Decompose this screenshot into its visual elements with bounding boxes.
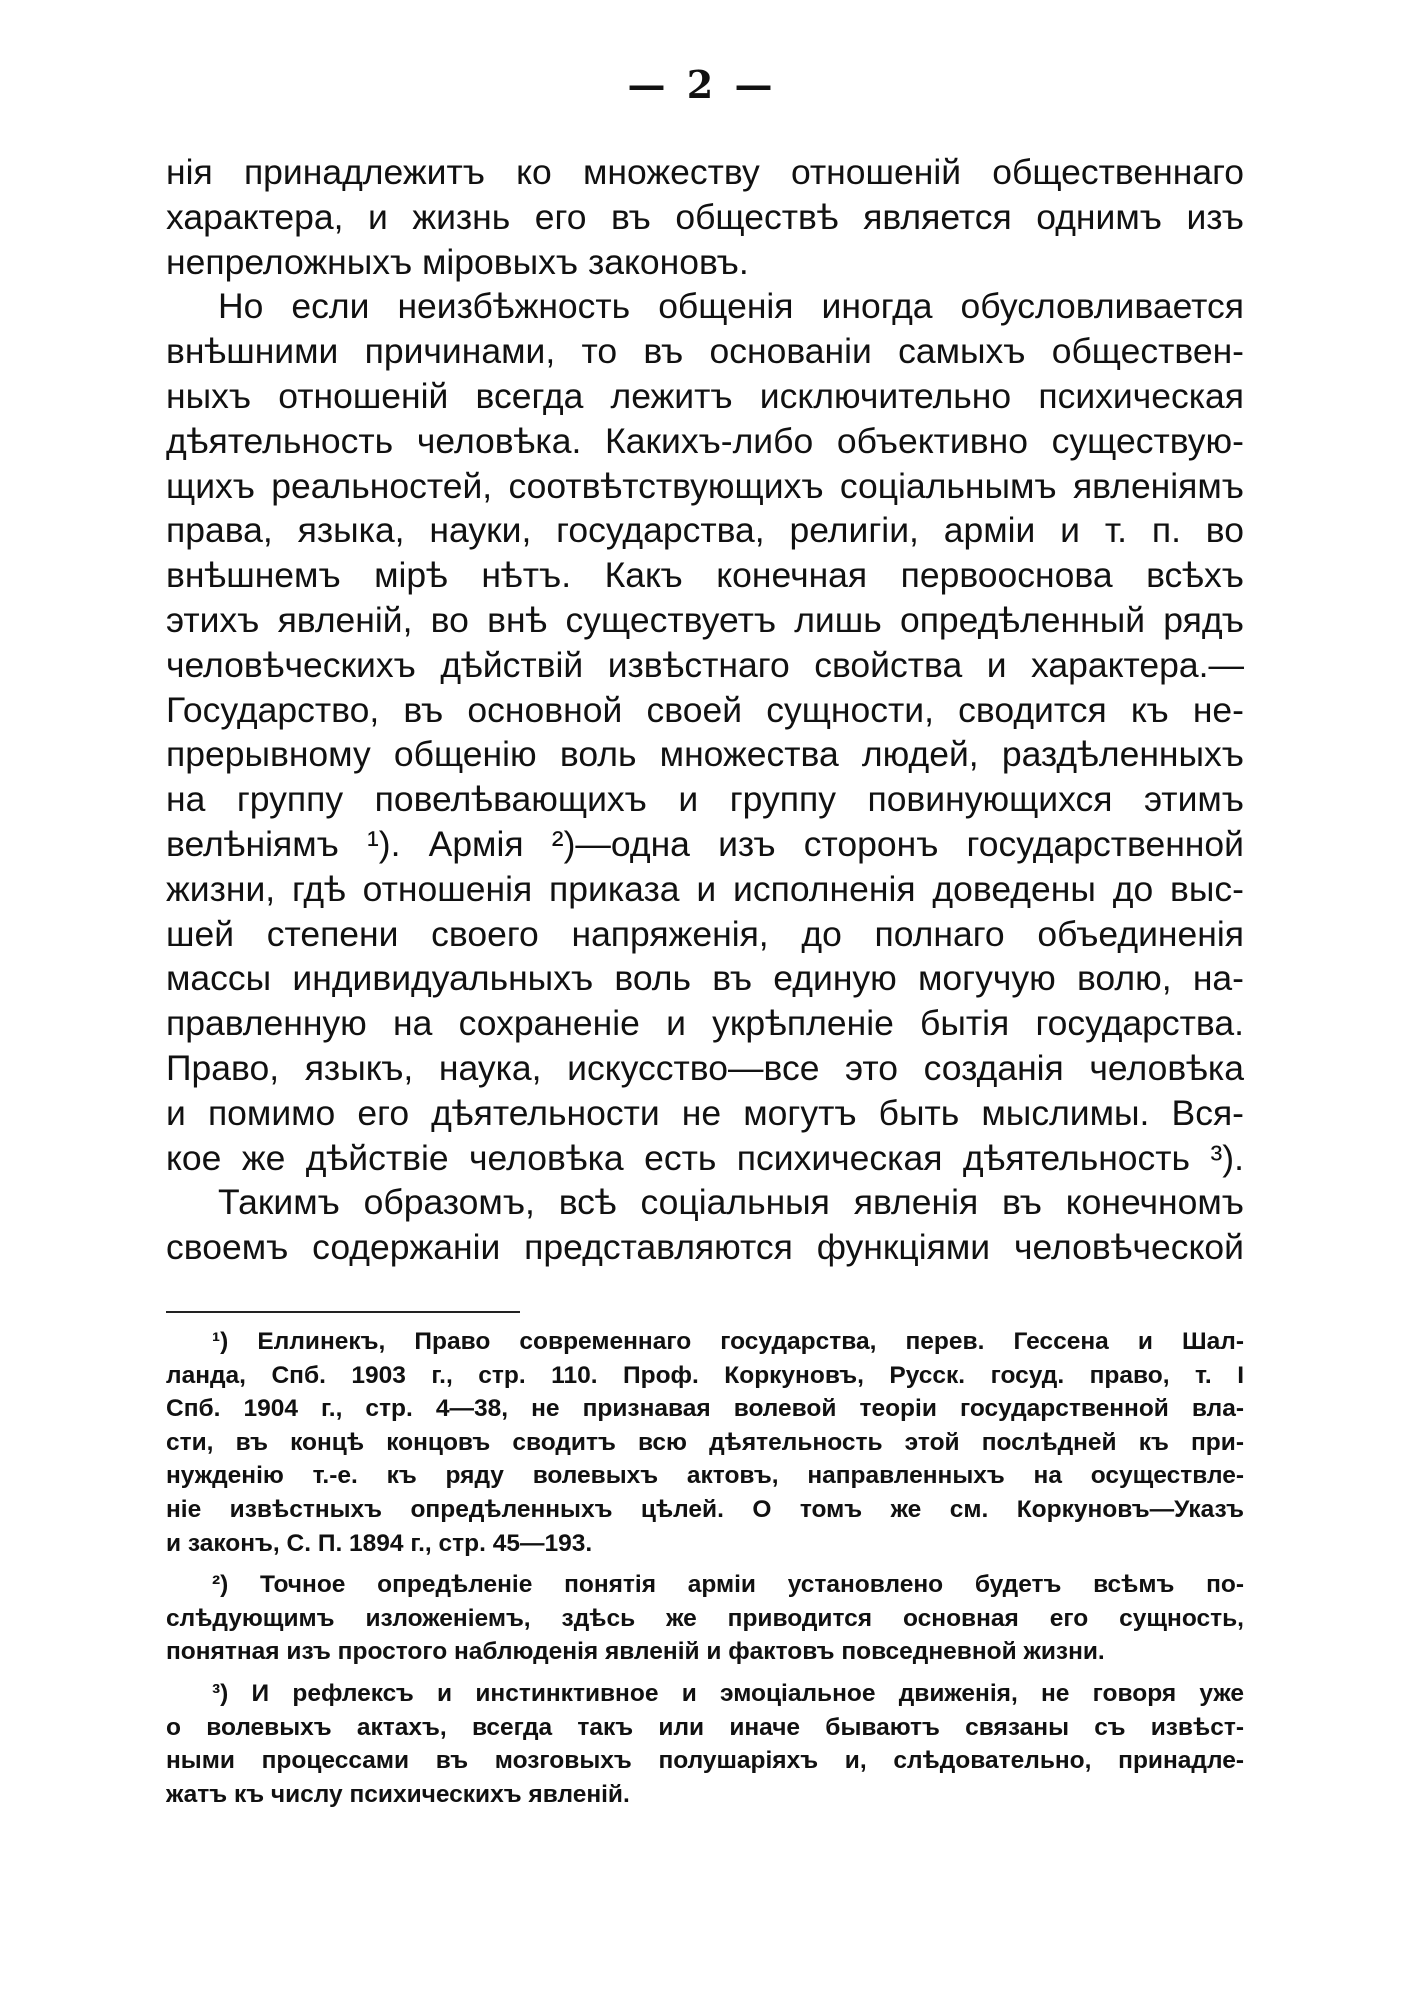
text-line: Государство, въ основной своей сущности, сводится къ не- [166,689,1244,730]
text-line: характера, и жизнь его въ обществѣ является однимъ изъ [166,196,1244,237]
text-line: внѣшними причинами, то въ основаніи самыхъ обществен- [166,331,1244,372]
text-line: кое же дѣйствіе человѣка есть психическая дѣятельность ³). [166,1137,1244,1178]
main-text [166,150,1244,1270]
footnote-line: слѣдующимъ изложеніемъ, здѣсь же приводится основная его сущность, [166,1604,1244,1632]
text-line: щихъ реальностей, соотвѣтствующихъ соціальнымъ явленіямъ [166,465,1244,506]
footnote-divider [166,1311,520,1313]
text-line: Право, языкъ, наука, искусство—все это созданія человѣка [166,1047,1244,1088]
text-line: прерывному общенію воль множества людей, раздѣленныхъ [166,734,1244,775]
text-line: своемъ содержаніи представляются функціями человѣческой [166,1227,1244,1268]
text-line: этихъ явленій, во внѣ существуетъ лишь опредѣленный рядъ [166,599,1244,640]
footnote-3 [166,1677,1244,1811]
footnote-line: ³) И рефлексъ и инстинктивное и эмоціальное движенія, не говоря уже [212,1679,1244,1707]
text-line: Такимъ образомъ, всѣ соціальныя явленія въ конечномъ [218,1182,1244,1223]
text-line: человѣческихъ дѣйствій извѣстнаго свойства и характера.— [166,644,1244,685]
text-line: жизни, гдѣ отношенія приказа и исполненія доведены до выс- [166,868,1244,909]
text-line: нія принадлежитъ ко множеству отношеній общественнаго [166,152,1244,192]
footnote-line: о волевыхъ актахъ, всегда такъ или иначе бываютъ связаны съ извѣст- [166,1713,1244,1741]
footnote-line: ніе извѣстныхъ опредѣленныхъ цѣлей. О томъ же см. Коркуновъ—Указъ [166,1495,1244,1523]
text-line: внѣшнемъ мірѣ нѣтъ. Какъ конечная первооснова всѣхъ [166,555,1244,596]
footnote-line: ными процессами въ мозговыхъ полушаріяхъ и, слѣдовательно, принадле- [166,1747,1244,1775]
text-line: дѣятельность человѣка. Какихъ-либо объективно существую- [166,420,1244,461]
footnote-line: ланда, Спб. 1903 г., стр. 110. Проф. Коркуновъ, Русск. госуд. право, т. I [166,1361,1244,1389]
footnote-line: ¹) Еллинекъ, Право современнаго государства, перев. Гессена и Шал- [212,1328,1244,1355]
text-line: ныхъ отношеній всегда лежитъ исключительно психическая [166,375,1244,416]
footnote-line: понятная изъ простого наблюденія явленій и фактовъ повседневной жизни. [166,1638,1105,1666]
text-line: и помимо его дѣятельности не могутъ быть мыслимы. Вся- [166,1092,1244,1133]
footnote-line: нужденію т.-е. къ ряду волевыхъ актовъ, направленныхъ на осуществле- [166,1462,1244,1490]
footnote-2 [166,1568,1244,1669]
text-line: на группу повелѣвающихъ и группу повинующихся этимъ [166,779,1244,820]
footnote-1 [166,1325,1244,1560]
text-line: права, языка, науки, государства, религіи, арміи и т. п. во [166,510,1244,551]
text-line: массы индивидуальныхъ воль въ единую могучую волю, на- [166,958,1244,999]
footnote-line: ²) Точное опредѣленіе понятія арміи установлено будетъ всѣмъ по- [212,1571,1244,1599]
footnote-line: жатъ къ числу психическихъ явленій. [166,1780,630,1808]
text-line: шей степени своего напряженія, до полнаго объединенія [166,913,1244,954]
page-number: — 2 — [627,62,777,107]
footnote-line: Спб. 1904 г., стр. 4—38, не признавая волевой теоріи государственной вла- [166,1395,1244,1423]
text-line: велѣніямъ ¹). Армія ²)—одна изъ сторонъ государственной [166,823,1244,864]
footnote-line: и законъ, С. П. 1894 г., стр. 45—193. [166,1529,593,1557]
footnote-line: сти, въ концѣ концовъ сводитъ всю дѣятельность этой послѣдней къ при- [166,1428,1244,1456]
footnotes [166,1325,1244,1811]
text-line: Но если неизбѣжность общенія иногда обусловливается [218,286,1244,327]
text-line: правленную на сохраненіе и укрѣпленіе бытія государства. [166,1003,1244,1044]
text-line: непреложныхъ міровыхъ законовъ. [166,241,749,282]
